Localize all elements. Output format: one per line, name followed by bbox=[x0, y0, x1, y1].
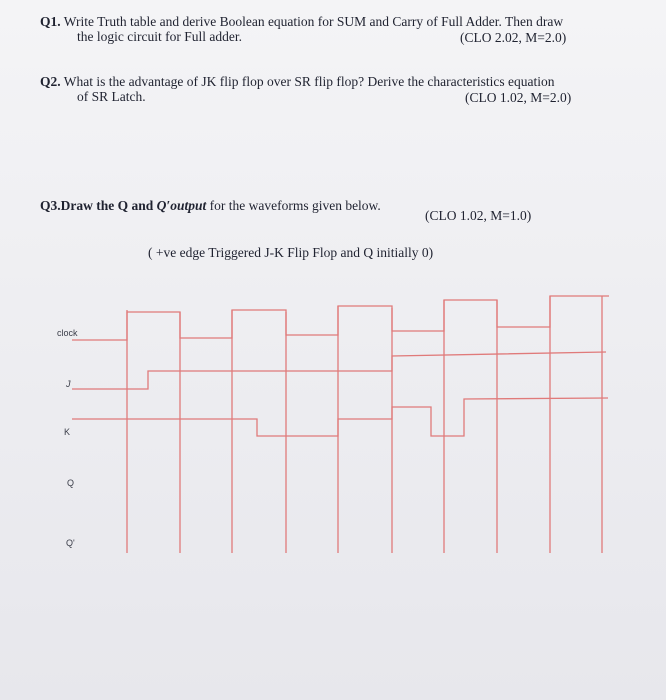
label-k: K bbox=[64, 427, 71, 437]
question-2-line2: of SR Latch. bbox=[77, 89, 146, 104]
question-1-number: Q1. bbox=[40, 14, 61, 29]
question-3-subtitle: ( +ve edge Triggered J-K Flip Flop and Q initially 0) bbox=[148, 245, 434, 260]
question-2-line1: What is the advantage of JK flip flop over SR flip flop? Derive the characteristics equation bbox=[63, 74, 555, 89]
question-3-clo: (CLO 1.02, M=1.0) bbox=[425, 208, 532, 223]
question-2-number: Q2. bbox=[40, 74, 61, 89]
label-j: J bbox=[66, 379, 71, 389]
question-2-clo: (CLO 1.02, M=2.0) bbox=[465, 90, 572, 105]
label-qprime: Q' bbox=[66, 538, 75, 548]
k-waveform bbox=[72, 398, 608, 436]
clock-waveform bbox=[72, 296, 609, 340]
label-clock: clock bbox=[57, 328, 78, 338]
question-1-line2: the logic circuit for Full adder. bbox=[77, 29, 242, 44]
question-3-rest: for the waveforms given below. bbox=[209, 198, 381, 213]
label-q: Q bbox=[67, 478, 75, 488]
question-3-lead: Draw the Q and bbox=[60, 198, 154, 213]
question-1-clo: (CLO 2.02, M=2.0) bbox=[460, 30, 567, 45]
question-1-line1: Write Truth table and derive Boolean equation for SUM and Carry of Full Adder. Then draw bbox=[63, 14, 564, 29]
question-3-qprime: Q′output bbox=[156, 198, 207, 213]
question-3-number: Q3. bbox=[40, 198, 61, 213]
j-waveform bbox=[72, 352, 606, 389]
